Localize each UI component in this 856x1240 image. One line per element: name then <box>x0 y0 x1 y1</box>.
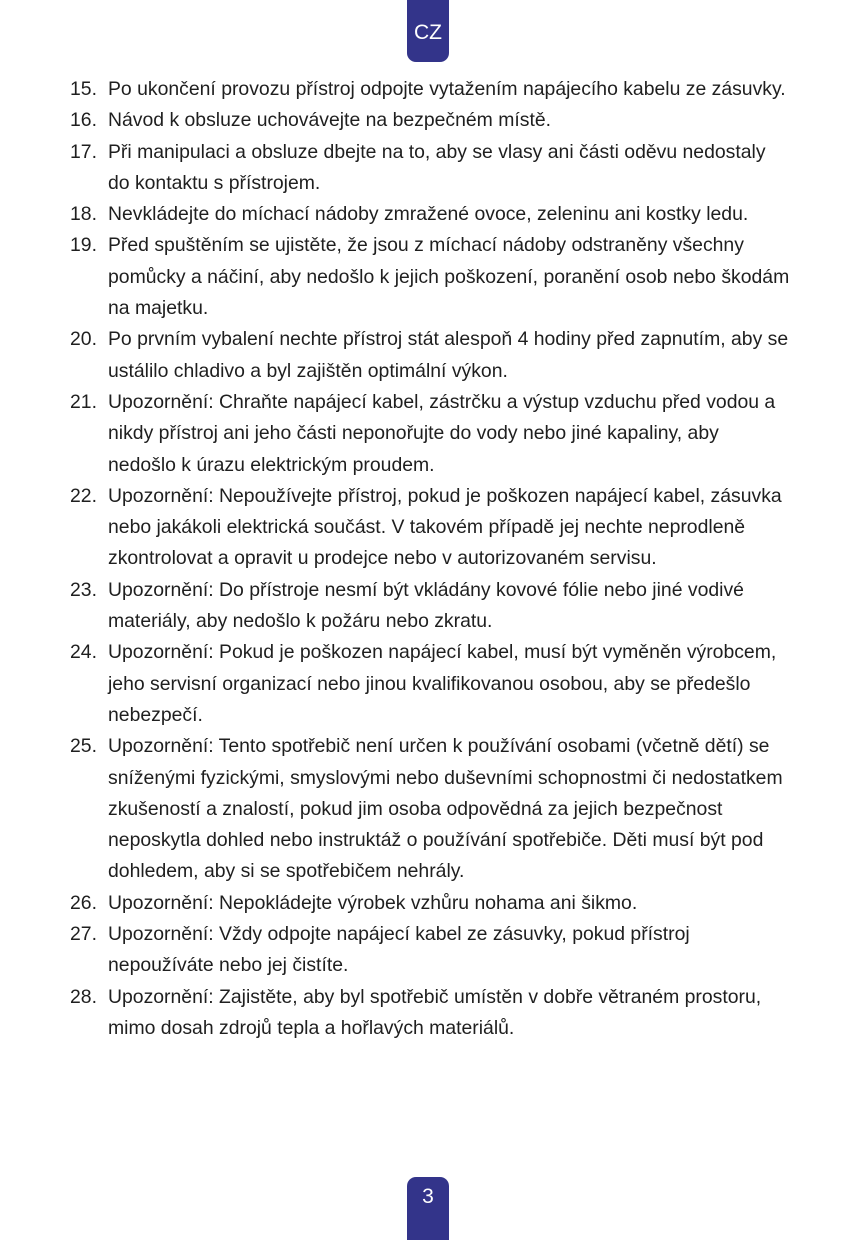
item-number: 19. <box>70 234 97 257</box>
item-text: Upozornění: Do přístroje nesmí být vkládány kovové fólie nebo jiné vodivé materiály, aby nedošlo k požáru nebo zkratu. <box>108 578 744 633</box>
item-number: 27. <box>70 923 97 946</box>
list-item <box>70 637 790 731</box>
list-item <box>70 324 790 387</box>
page-number-tab: 3 <box>407 1177 449 1240</box>
list-item <box>70 230 790 324</box>
item-number: 26. <box>70 891 97 914</box>
list-item <box>70 199 790 230</box>
language-tab: CZ <box>407 0 449 62</box>
item-number: 22. <box>70 484 97 507</box>
item-text: Před spuštěním se ujistěte, že jsou z míchací nádoby odstraněny všechny pomůcky a náčiní, aby nedošlo k jejich poškození, poranění osob nebo škodám na majetku. <box>108 234 790 320</box>
item-text: Návod k obsluze uchovávejte na bezpečném místě. <box>108 109 552 132</box>
list-item <box>70 74 790 105</box>
list-item <box>70 575 790 638</box>
item-number: 20. <box>70 328 97 351</box>
item-text: Upozornění: Zajistěte, aby byl spotřebič umístěn v dobře větraném prostoru, mimo dosah zdrojů tepla a hořlavých materiálů. <box>108 985 762 1039</box>
item-text: Upozornění: Nepokládejte výrobek vzhůru nohama ani šikmo. <box>108 891 638 914</box>
item-number: 24. <box>70 641 97 664</box>
item-number: 18. <box>70 203 97 226</box>
item-text: Upozornění: Vždy odpojte napájecí kabel ze zásuvky, pokud přístroj nepoužíváte nebo jej čistíte. <box>108 923 690 977</box>
list-item <box>70 919 790 982</box>
list-item <box>70 387 790 481</box>
list-item <box>70 731 790 887</box>
item-text: Upozornění: Tento spotřebič není určen k používání osobami (včetně dětí) se sníženými fyzickými, smyslovými nebo duševními schopnostmi či nedostatkem zkušeností a znalostí, pokud jim osoba odpovědná za jejich bezpečnost neposkytla dohled nebo instruktáž o používání spotřebiče. Děti musí být pod dohledem, aby si se spotřebičem nehrály. <box>108 735 783 883</box>
list-item <box>70 481 790 575</box>
item-text: Upozornění: Nepoužívejte přístroj, pokud je poškozen napájecí kabel, zásuvka nebo jakákoli elektrická součást. V takovém případě jej nechte neprodleně zkontrolovat a opravit u prodejce nebo v autorizovaném servisu. <box>108 484 782 570</box>
item-text: Upozornění: Pokud je poškozen napájecí kabel, musí být vyměněn výrobcem, jeho servisní organizací nebo jinou kvalifikovanou osobou, aby se předešlo nebezpečí. <box>108 641 777 726</box>
list-item <box>70 105 790 136</box>
item-number: 15. <box>70 78 97 100</box>
item-number: 25. <box>70 735 97 758</box>
item-number: 23. <box>70 578 97 601</box>
list-item <box>70 888 790 919</box>
item-number: 28. <box>70 985 97 1008</box>
item-number: 16. <box>70 109 97 132</box>
item-number: 17. <box>70 140 97 163</box>
item-text: Po ukončení provozu přístroj odpojte vytažením napájecího kabelu ze zásuvky. <box>108 78 786 100</box>
item-number: 21. <box>70 390 97 413</box>
list-item <box>70 982 790 1045</box>
list-item <box>70 137 790 200</box>
item-text: Nevkládejte do míchací nádoby zmražené ovoce, zeleninu ani kostky ledu. <box>108 203 749 226</box>
item-text: Po prvním vybalení nechte přístroj stát alespoň 4 hodiny před zapnutím, aby se ustálilo chladivo a byl zajištěn optimální výkon. <box>108 328 789 382</box>
safety-instructions-list <box>70 74 790 1044</box>
item-text: Upozornění: Chraňte napájecí kabel, zástrčku a výstup vzduchu před vodou a nikdy přístroj ani jeho části neponořujte do vody nebo jiné kapaliny, aby nedošlo k úrazu elektrickým proudem. <box>108 390 776 476</box>
item-text: Při manipulaci a obsluze dbejte na to, aby se vlasy ani části oděvu nedostaly do kontaktu s přístrojem. <box>108 140 766 194</box>
